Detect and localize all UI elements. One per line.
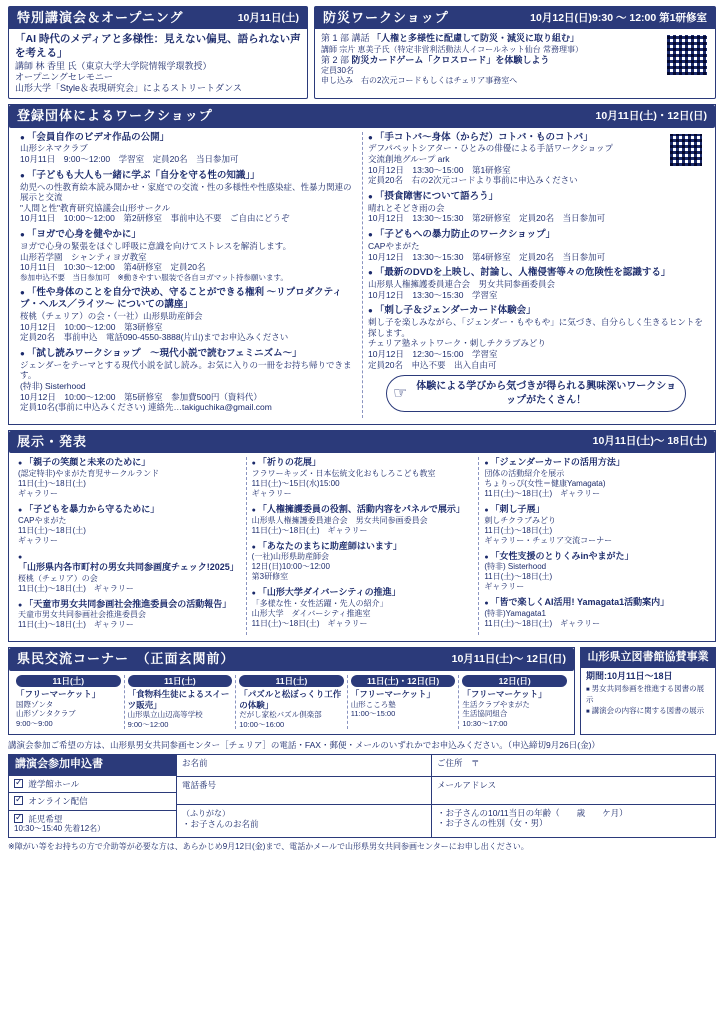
disaster-workshop-body bbox=[315, 29, 715, 90]
workshop-item-detail: 10月12日 13:30～15:30 第4研修室 定員20名 当日参加可 bbox=[368, 251, 606, 262]
exhibit-item-title: ● 「あなたのまちに助産師はいます」 bbox=[252, 541, 474, 553]
exhibit-column-1 bbox=[13, 457, 246, 635]
workshop-item-detail: 10月11日 10:30～12:00 第4研修室 定員20名 bbox=[20, 262, 206, 273]
exhibit-item-place: 第3研修室 bbox=[251, 572, 289, 582]
exhibit-item bbox=[18, 551, 241, 594]
workshop-item-detail: 10月11日 10:00～12:00 第2研修室 事前申込不要 ご自由にどうぞ bbox=[20, 213, 290, 224]
exhibit-item-org2: 山形大学 ダイバーシティ推進室 bbox=[251, 609, 371, 619]
disaster-workshop-title: 防災ワークショップ bbox=[323, 10, 449, 25]
exhibit-column-3 bbox=[478, 457, 711, 635]
exhibit-title: 展示・発表 bbox=[17, 433, 88, 449]
pointing-hand-icon: ☞ bbox=[393, 384, 408, 402]
exhibit-item-title: ● 「人権擁護委員の役割、活動内容をパネルで展示」 bbox=[252, 504, 474, 516]
corner-item-org: 国際ゾンタ bbox=[16, 699, 54, 709]
disaster-capacity: 定員30名 bbox=[321, 65, 354, 75]
exhibit-item-date: 11日(土)～18日(土) ギャラリー bbox=[18, 583, 134, 593]
childcare-option[interactable] bbox=[9, 811, 176, 838]
childcare-note: 10:30～15:40 先着12名） bbox=[14, 824, 106, 834]
special-lecture-speaker: 講師 林 香里 氏（東京大学大学院情報学環教授） bbox=[15, 60, 212, 71]
part2-line bbox=[321, 55, 665, 66]
exhibit-item-date: 11日(土)～18日(土) ギャラリー bbox=[484, 488, 601, 498]
exhibit-item-date: 12日(日)10:00～12:00 bbox=[251, 562, 330, 572]
exhibit-section bbox=[8, 430, 716, 643]
corner-body bbox=[9, 671, 574, 735]
workshop-item-org: 山形県人権擁護委員連合会 男女共同参画委員会 bbox=[368, 279, 556, 290]
disaster-workshop-date: 10月12日(日)9:30 ～ 12:00 第1研修室 bbox=[530, 11, 707, 24]
disaster-workshop-box bbox=[314, 6, 716, 99]
venue-option-hall[interactable] bbox=[9, 776, 176, 794]
exhibit-item bbox=[252, 457, 474, 499]
workshop-item-detail: 10月12日 13:30～15:30 学習室 bbox=[368, 289, 498, 300]
workshop-item bbox=[20, 170, 357, 224]
application-col-3 bbox=[432, 755, 715, 838]
corner-item-title: 「フリーマーケット」 bbox=[350, 689, 436, 700]
corner-item-org2: 山形ゾンタクラブ bbox=[16, 709, 76, 719]
exhibit-item-place: ギャラリー bbox=[18, 535, 58, 545]
workshop-item bbox=[368, 305, 704, 370]
corner-item bbox=[235, 675, 347, 730]
exhibit-item-title: ● 「女性支援のとりくみinやまがた」 bbox=[484, 551, 706, 563]
checkbox-online[interactable] bbox=[14, 796, 23, 805]
library-item: ■ 男女共同参画を推進する図書の展示 bbox=[586, 684, 710, 704]
exhibit-item-org: 刺しチクラブみどり bbox=[484, 515, 556, 525]
mail-label: メールアドレス bbox=[437, 779, 497, 790]
exhibit-item bbox=[484, 551, 706, 593]
part2-title: 防災カードゲーム「クロスロード」を体験しよう bbox=[351, 54, 550, 65]
workshop-item bbox=[368, 267, 704, 300]
workshop-item-title: ● 「子どもへの暴力防止のワークショップ」 bbox=[368, 229, 704, 241]
application-head: 講演会参加申込書 bbox=[9, 755, 176, 776]
application-grid bbox=[9, 755, 715, 838]
corner-item-org: だがし家松バズル倶楽部 bbox=[239, 710, 322, 720]
exhibit-item bbox=[18, 457, 241, 499]
exhibit-item-org: (特非) Sisterhood bbox=[484, 562, 547, 572]
corner-item-date-tag: 12日(日) bbox=[462, 675, 567, 688]
workshop-item-detail: 10月12日 13:30～15:30 第2研修室 定員20名 当日参加可 bbox=[368, 213, 606, 224]
workshop-body bbox=[9, 128, 715, 424]
exhibit-item-org: (一社)山形県助産師会 bbox=[251, 552, 329, 562]
corner-item bbox=[347, 675, 459, 730]
workshop-item-org2: "人間と性"教育研究協議会山形サークル bbox=[20, 202, 171, 213]
part1-label: 第 1 部 講話 bbox=[321, 33, 370, 44]
workshop-item bbox=[20, 287, 357, 343]
exhibit-item bbox=[18, 599, 241, 631]
part1-title: 「人権と多様性に配慮して防災・減災に取り組む」 bbox=[372, 33, 580, 44]
top-row bbox=[8, 6, 716, 99]
library-box bbox=[580, 647, 716, 735]
workshop-item-title: ● 「摂食障害について語ろう」 bbox=[368, 191, 704, 203]
corner-section bbox=[8, 647, 575, 735]
workshop-item-org: 晴れとそどき雨の会 bbox=[368, 202, 445, 213]
application-intro: 講演会参加ご希望の方は、山形県男女共同参画センター［チェリア］の電話・FAX・郵便・メールのいずれかでお申込みください。（申込締切9月26日(金)） bbox=[8, 740, 600, 751]
workshop-item-org: デフパペットシアター・ひとみの俳優による手話ワークショップ bbox=[368, 143, 614, 154]
corner-item-org: 山形こころ塾 bbox=[350, 699, 396, 709]
venue-option-online-label: オンライン配信 bbox=[28, 796, 88, 807]
exhibit-item-date: 11日(土)～18日(土) ギャラリー bbox=[484, 619, 601, 629]
mail-field[interactable] bbox=[432, 777, 715, 805]
child-age-label: ・お子さんの10/11当日の年齢（ 歳 ケ月） bbox=[437, 807, 628, 818]
corner-item-org2: 生活協同組合 bbox=[462, 709, 508, 719]
application-form bbox=[8, 754, 716, 839]
workshop-column-right bbox=[362, 132, 709, 418]
exhibit-header bbox=[9, 431, 715, 453]
workshop-item-title: ● 「ヨガで心身を健やかに」 bbox=[20, 229, 357, 241]
workshop-header bbox=[9, 105, 715, 127]
exhibit-item-date: 11日(土)～18日(土) ギャラリー bbox=[251, 525, 368, 535]
workshop-item-org: 桜桃（チェリア）の会・（一社）山形県助産師会 bbox=[20, 310, 203, 321]
workshop-item-detail2: 定員10名(事前に申込みください) 連絡先…takiguchika@gmail.com bbox=[20, 402, 272, 413]
tel-label: 電話番号 bbox=[182, 779, 217, 790]
qr-code[interactable] bbox=[665, 33, 709, 77]
exhibit-item-org: 山形県人権擁護委員連合会 男女共同参画委員会 bbox=[251, 515, 428, 525]
workshop-item bbox=[20, 348, 357, 413]
child-sex-label: ・お子さんの性別（女・男） bbox=[437, 818, 548, 829]
corner-item-date-tag: 11日(土)・12日(日) bbox=[351, 675, 456, 688]
furigana-label: （ふりがな） bbox=[182, 808, 230, 818]
corner-item bbox=[13, 675, 124, 730]
exhibit-item bbox=[484, 597, 706, 629]
corner-header bbox=[9, 648, 574, 670]
exhibit-item-title: ● 「祈りの花展」 bbox=[252, 457, 474, 469]
exhibit-item-title: ● 「親子の笑顔と未来のために」 bbox=[18, 457, 241, 469]
corner-item-time: 11:00～15:00 bbox=[350, 709, 396, 719]
exhibit-item bbox=[252, 504, 474, 536]
workshop-callout-text: 体験による学びから気づきが得られる興味深いワークショップがたくさん！ bbox=[416, 381, 677, 406]
workshop-item-detail: 10月12日 10:00～12:00 第3研修室 bbox=[20, 321, 163, 332]
workshop-item-org: ヨガで心身の緊張をほぐし呼吸に意識を向けてストレスを解消します。 bbox=[20, 240, 292, 251]
library-title: 山形県立図書館協賛事業 bbox=[581, 648, 715, 668]
workshop-item bbox=[368, 132, 704, 186]
workshop-item bbox=[368, 191, 704, 224]
workshop-item-title: ● 「手コトバ～身体（からだ）コトバ・ものコトバ」 bbox=[368, 132, 668, 144]
workshop-item-detail2: 定員20名 右の2次元コードより事前に申込みください bbox=[368, 175, 578, 186]
qr-code[interactable] bbox=[668, 132, 704, 168]
exhibit-item-title: ● 「山形大学ダイバーシティの推進」 bbox=[252, 587, 474, 599]
corner-item-time: 10:00～16:00 bbox=[239, 719, 285, 729]
exhibit-item-title: ● 「ジェンダーカードの活用方法」 bbox=[484, 457, 706, 469]
exhibit-item-org: CAPやまがた bbox=[18, 515, 67, 525]
corner-row bbox=[8, 647, 716, 735]
workshop-callout bbox=[386, 375, 686, 412]
exhibit-item-org: 桜桃（チェリア）の会 bbox=[18, 573, 98, 583]
workshop-item-detail2: 定員20名 事前申込 電話090-4550-3888(片山)までお申込みください bbox=[20, 332, 289, 343]
exhibit-item-title: ● 「天童市男女共同参画社会推進委員会の活動報告」 bbox=[18, 599, 241, 611]
corner-item bbox=[458, 675, 570, 730]
childcare-label: 託児希望 bbox=[28, 813, 63, 824]
workshop-item-detail: 10月11日 9:00～12:00 学習室 定員20名 当日参加可 bbox=[20, 154, 239, 165]
library-term: 期間:10月11日～18日 bbox=[586, 671, 673, 682]
workshop-item-org2: (特非) Sisterhood bbox=[20, 380, 86, 391]
corner-item-title: 「フリーマーケット」 bbox=[16, 689, 101, 700]
workshop-item bbox=[20, 229, 357, 282]
workshop-item-org: 山形シネマクラブ bbox=[20, 143, 88, 154]
corner-item-date-tag: 11日(土) bbox=[128, 675, 233, 688]
exhibit-item bbox=[252, 541, 474, 583]
disaster-apply: 申し込み 右の2次元コードもしくはチェリア事務室へ bbox=[321, 75, 518, 85]
address-label: ご住所 〒 bbox=[437, 757, 480, 768]
opening-ceremony-detail: 山形大学「Style＆表現研究会」によるストリートダンス bbox=[15, 83, 242, 94]
exhibit-item-place: ギャラリー bbox=[18, 488, 58, 498]
workshop-item-title: ● 「刺し子＆ジェンダーカード体験会」 bbox=[368, 305, 704, 317]
workshop-item bbox=[368, 229, 704, 262]
child-name-label: ・お子さんのお名前 bbox=[182, 818, 259, 829]
exhibit-item-org: フラワーキッズ・日本伝統文化おもしろこども教室 bbox=[251, 468, 436, 478]
workshop-item-note: 参加申込不要 当日参加可 ※動きやすい服装で各自ヨガマット持参願います。 bbox=[20, 272, 288, 282]
special-lecture-title: 特別講演会＆オープニング bbox=[17, 10, 184, 25]
venue-option-hall-label: 遊学館ホール bbox=[28, 778, 80, 789]
exhibit-item-place: ギャラリー bbox=[251, 488, 292, 498]
exhibit-item-title: ● 「山形県内各市町村の男女共同参画度チェック!2025」 bbox=[18, 551, 241, 574]
special-lecture-date: 10月11日(土) bbox=[237, 11, 299, 24]
workshop-item-title: ● 「性や身体のことを自分で決め、守ることができる権利 ～リプロダクティブ・ヘルス／ライツ～ についての講座」 bbox=[20, 287, 357, 311]
workshop-item-org2: チェリア塾ネットワーク・刺しチクラブみどり bbox=[368, 338, 546, 349]
workshop-item-title: ● 「最新のDVDを上映し、討論し、人権侵害等々の危険性を認識する」 bbox=[368, 267, 704, 279]
exhibit-item-org: (認定特非)やまがた育児サークルランド bbox=[18, 468, 160, 478]
opening-ceremony-label: オープニングセレモニー bbox=[15, 71, 113, 82]
corner-item-org: 生活クラブやまがた bbox=[462, 699, 530, 709]
exhibit-item-date: 11日(土)～18日(土) bbox=[18, 525, 86, 535]
corner-item-time: 9:00～12:00 bbox=[127, 719, 169, 729]
corner-item bbox=[124, 675, 236, 730]
part1-line bbox=[321, 33, 665, 44]
workshop-item-detail: 10月12日 13:30～15:00 第1研修室 bbox=[368, 164, 511, 175]
corner-title: 県民交流コーナー （正面玄関前） bbox=[17, 651, 235, 667]
address-field[interactable] bbox=[432, 755, 715, 777]
exhibit-column-2 bbox=[246, 457, 479, 635]
workshop-item-org2: 山形若学園 シャンティヨガ教室 bbox=[20, 251, 147, 262]
venue-option-online[interactable] bbox=[9, 793, 176, 811]
special-lecture-body bbox=[9, 29, 307, 98]
corner-item-title: 「パズルと松ぼっくり工作の体験」 bbox=[239, 689, 342, 710]
special-lecture-box bbox=[8, 6, 308, 99]
exhibit-item-org2: ちょりっぴ(女性＝健康Yamagata) bbox=[484, 478, 606, 488]
workshop-item-org2: 交流創地グループ ark bbox=[368, 154, 450, 165]
workshop-date: 10月11日(土)・12日(日) bbox=[595, 109, 707, 122]
application-footnote: ※障がい等をお持ちの方で介助等が必要な方は、あらかじめ9月12日(金)まで、電話かメールで山形県男女共同参画センターにお申し出ください。 bbox=[8, 842, 529, 852]
exhibit-item-date: 11日(土)～18日(土) bbox=[484, 525, 553, 535]
part2-label: 第 2 部 bbox=[321, 54, 350, 65]
workshop-item-detail: 10月12日 10:00～12:00 第5研修室 参加費500円（資料代） bbox=[20, 391, 262, 402]
exhibit-item-place: ギャラリー・チェリア交流コーナー bbox=[484, 535, 613, 545]
exhibit-item-date: 11日(土)～15日(水)15:00 bbox=[251, 478, 340, 488]
exhibit-item bbox=[252, 587, 474, 629]
name-label: お名前 bbox=[182, 757, 208, 768]
exhibit-item-date: 11日(土)～18日(土) bbox=[18, 478, 86, 488]
workshop-item-detail: 10月12日 12:30～15:00 学習室 bbox=[368, 349, 498, 360]
exhibit-item-org: 団体の活動紹介を展示 bbox=[484, 468, 565, 478]
exhibit-item bbox=[18, 504, 241, 546]
child-name-field[interactable] bbox=[177, 805, 431, 833]
exhibit-date: 10月11日(土)～ 18日(土) bbox=[592, 435, 707, 448]
exhibit-item-org: (特非)Yamagata1 bbox=[484, 609, 546, 619]
exhibit-item-org: 「多様な性・女性活躍・先人の紹介」 bbox=[251, 599, 388, 609]
special-lecture-header bbox=[9, 7, 307, 29]
exhibit-item-title: ● 「子どもを暴力から守るために」 bbox=[18, 504, 241, 516]
disaster-workshop-header bbox=[315, 7, 715, 29]
library-item: ■ 講演会の内容に関する図書の展示 bbox=[586, 706, 710, 717]
workshop-item-org: ジェンダーをテーマとする現代小説を試し読み。お気に入りの一冊をお持ち帰りできます。 bbox=[20, 359, 352, 381]
workshop-item-title: ● 「子どもも大人も一緒に学ぶ「自分を守る性の知識」」 bbox=[20, 170, 357, 182]
workshop-item-org: 幼児への性教育絵本読み聞かせ・家庭での交流・性の多様性や性感染症、性暴力関連の展示と交流 bbox=[20, 181, 352, 203]
exhibit-item-date: 11日(土)～18日(土) bbox=[484, 572, 553, 582]
corner-item-org: 山形県立山辺高等学校 bbox=[127, 710, 203, 720]
exhibit-item-title: ● 「刺し子展」 bbox=[484, 504, 706, 516]
exhibit-item bbox=[484, 504, 706, 546]
checkbox-childcare[interactable] bbox=[14, 814, 23, 823]
workshop-item bbox=[20, 132, 357, 165]
checkbox-hall[interactable] bbox=[14, 779, 23, 788]
part1-speaker: 講師 宗片 恵美子氏（特定非営利活動法人イコールネット仙台 常務理事） bbox=[321, 44, 583, 54]
corner-item-title: 「食物科生徒によるスイーツ販売」 bbox=[127, 689, 230, 710]
workshop-item-org: 刺し子を楽しみながら、「ジェンダー・もやもや」に気づき、自分らしく生きるヒントを探します。 bbox=[368, 317, 703, 338]
corner-item-title: 「フリーマーケット」 bbox=[462, 689, 547, 700]
exhibit-item-org: 天童市男女共同参画社会推進委員会 bbox=[18, 610, 146, 620]
workshop-column-left bbox=[15, 132, 362, 418]
application-col-1 bbox=[9, 755, 177, 838]
library-body bbox=[581, 668, 715, 722]
corner-date: 10月11日(土)～ 12日(日) bbox=[451, 652, 566, 665]
exhibit-item-title: ● 「皆で楽しくAI活用! Yamagata1活動案内」 bbox=[484, 597, 706, 609]
workshop-item-title: ● 「試し読みワークショップ ～現代小説で読むフェミニズム～」 bbox=[20, 348, 357, 360]
workshop-section bbox=[8, 104, 716, 425]
exhibit-item-date: 11日(土)～18日(土) ギャラリー bbox=[18, 620, 134, 630]
exhibit-body bbox=[9, 453, 715, 641]
exhibit-item-place: ギャラリー bbox=[484, 582, 525, 592]
name-field[interactable] bbox=[177, 755, 431, 777]
workshop-item-org: CAPやまがた bbox=[368, 240, 420, 251]
special-lecture-subject: 「AI 時代のメディアと多様性：見えない偏見、語られない声を考える」 bbox=[15, 33, 301, 59]
workshop-item-detail2: 定員20名 申込不要 出入自由可 bbox=[368, 359, 497, 370]
exhibit-item-date: 11日(土)～18日(土) ギャラリー bbox=[251, 619, 368, 629]
corner-item-time: 9:00～9:00 bbox=[16, 718, 53, 728]
corner-item-date-tag: 11日(土) bbox=[239, 675, 344, 688]
corner-item-time: 10:30～17:00 bbox=[462, 718, 508, 728]
application-col-2 bbox=[177, 755, 432, 838]
corner-item-date-tag: 11日(土) bbox=[16, 675, 121, 688]
workshop-item-title: ● 「会員自作のビデオ作品の公開」 bbox=[20, 132, 357, 144]
child-info-field bbox=[432, 805, 715, 832]
tel-field[interactable] bbox=[177, 777, 431, 805]
workshop-title: 登録団体によるワークショップ bbox=[17, 108, 213, 124]
exhibit-item bbox=[484, 457, 706, 499]
